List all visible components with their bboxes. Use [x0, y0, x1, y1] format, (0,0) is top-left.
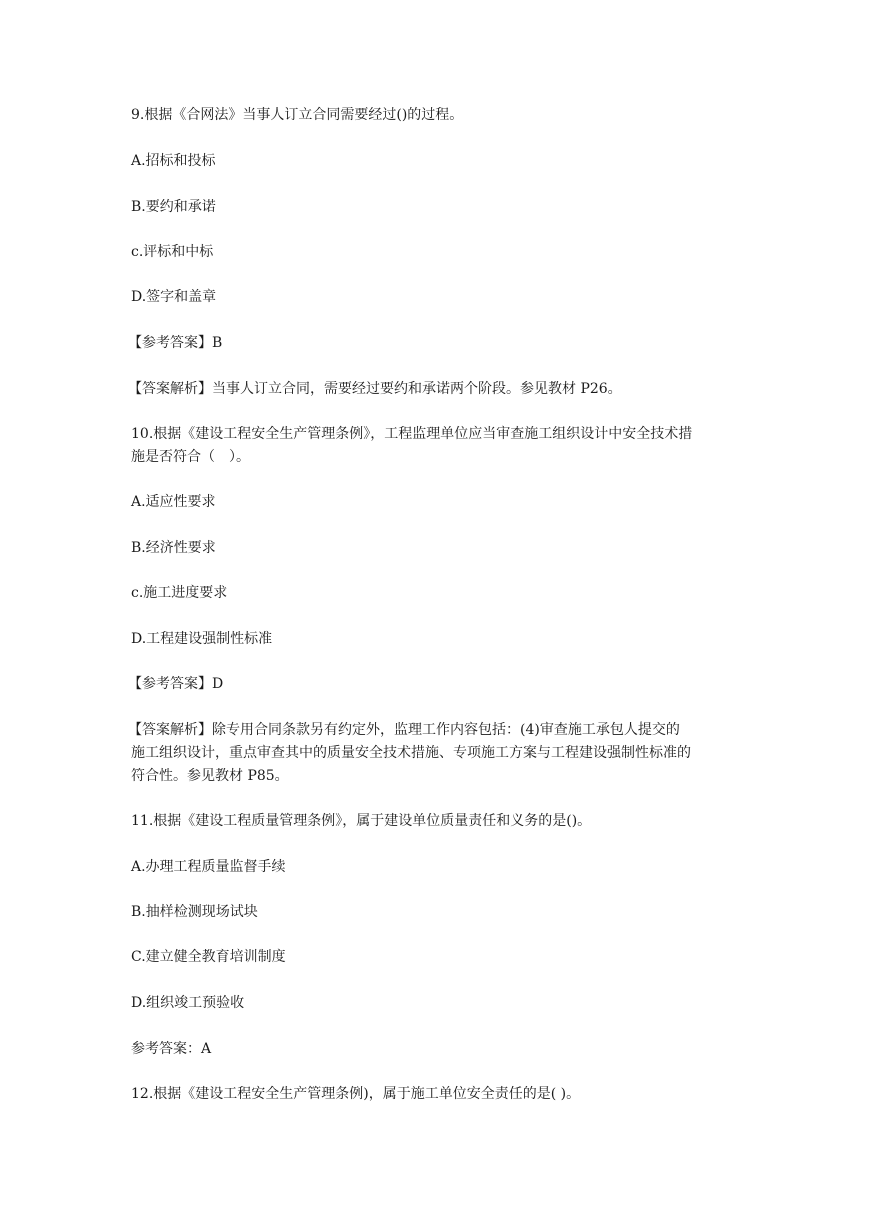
question-9-option-d: D.签字和盖章: [131, 289, 217, 305]
question-11-answer: 参考答案：A: [131, 1041, 212, 1057]
question-10-option-c: c.施工进度要求: [131, 585, 228, 601]
question-9-option-c: c.评标和中标: [131, 244, 214, 260]
question-10-stem-line-1: 10.根据《建设工程安全生产管理条例》，工程监理单位应当审查施工组织设计中安全技术措: [131, 426, 693, 442]
question-9-answer: 【参考答案】B: [128, 335, 223, 351]
question-9-analysis: 【答案解析】当事人订立合同，需要经过要约和承诺两个阶段。参见教材 P26。: [128, 381, 622, 397]
question-9-stem: 9.根据《合网法》当事人订立合同需要经过()的过程。: [131, 107, 464, 123]
question-10-analysis-line-1: 【答案解析】除专用合同条款另有约定外，监理工作内容包括：(4)审查施工承包人提交的: [128, 722, 680, 738]
question-10-option-a: A.适应性要求: [131, 494, 216, 510]
question-11-stem: 11.根据《建设工程质量管理条例》，属于建设单位质量责任和义务的是()。: [131, 813, 592, 829]
question-10-analysis-line-2: 施工组织设计，重点审查其中的质量安全技术措施、专项施工方案与工程建设强制性标准的: [131, 745, 691, 761]
question-11-option-d: D.组织竣工预验收: [131, 995, 245, 1011]
question-11-option-a: A.办理工程质量监督手续: [131, 859, 286, 875]
question-10-stem-line-2: 施是否符合（ ）。: [131, 449, 250, 465]
question-12-stem: 12.根据《建设工程安全生产管理条例)，属于施工单位安全责任的是( )。: [131, 1086, 581, 1102]
question-10-analysis-line-3: 符合性。参见教材 P85。: [131, 768, 289, 784]
question-10-option-b: B.经济性要求: [131, 540, 216, 556]
question-9-option-a: A.招标和投标: [131, 153, 216, 169]
question-11-option-c: C.建立健全教育培训制度: [131, 949, 286, 965]
question-10-option-d: D.工程建设强制性标准: [131, 631, 273, 647]
question-11-option-b: B.抽样检测现场试块: [131, 904, 258, 920]
question-9-option-b: B.要约和承诺: [131, 199, 216, 215]
question-10-answer: 【参考答案】D: [128, 676, 224, 692]
